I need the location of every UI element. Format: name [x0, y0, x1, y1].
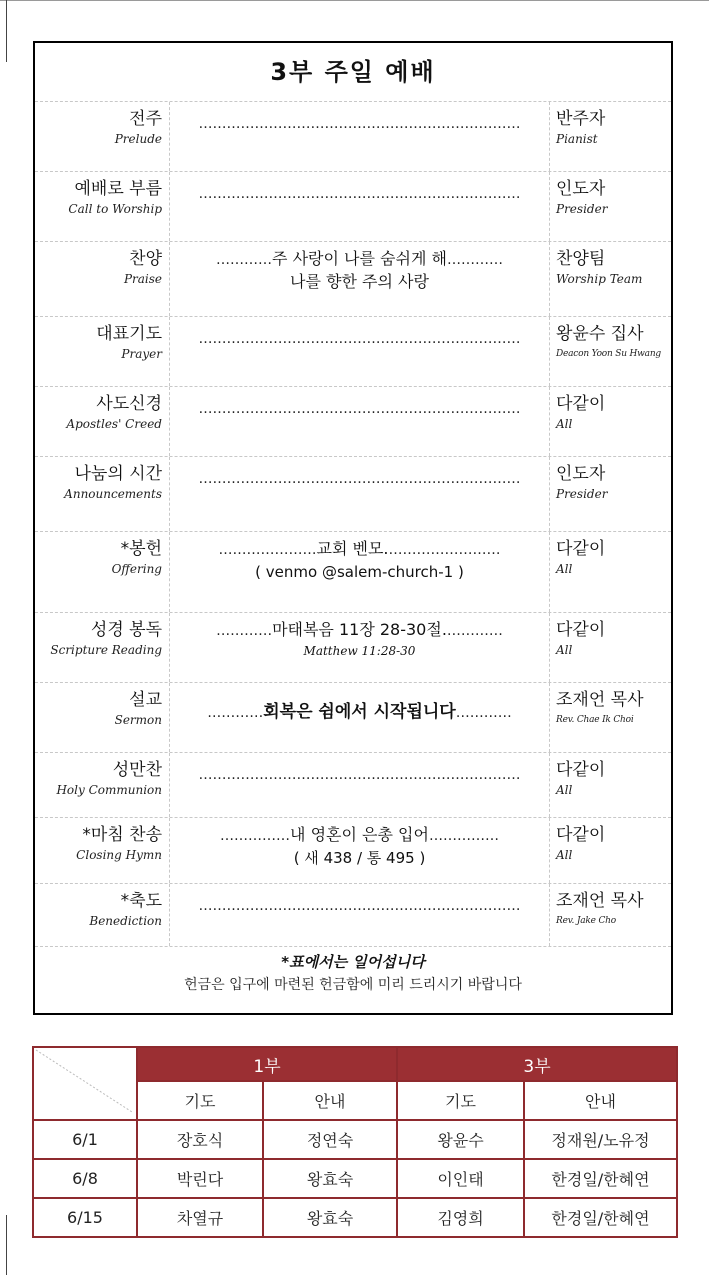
roster-column-header: 기도 — [397, 1081, 524, 1120]
order-row-closing-hymn — [35, 818, 671, 884]
leader-dots: …………………………………………………………… — [198, 767, 521, 783]
item-detail — [170, 317, 549, 350]
item-title-en: Offering — [111, 562, 162, 576]
page-edge-mark-bottom — [6, 1215, 7, 1275]
offering-method: 교회 벤모. — [316, 539, 389, 558]
item-title: *봉헌 — [120, 539, 162, 559]
leader-dots: …………………………………………………………… — [198, 116, 521, 132]
item-title: 대표기도 — [96, 324, 162, 344]
roster-row — [33, 1198, 677, 1237]
item-detail — [170, 172, 549, 205]
item-detail — [170, 387, 549, 420]
item-leader-cell — [549, 172, 671, 241]
roster-cell: 한경일/한혜연 — [524, 1159, 677, 1198]
item-label-cell — [35, 317, 170, 386]
item-title-en: Benediction — [89, 914, 162, 928]
item-leader-en: All — [556, 783, 573, 797]
item-leader: 다같이 — [556, 539, 606, 559]
item-detail — [170, 102, 549, 135]
roster-column-header: 안내 — [524, 1081, 677, 1120]
roster-cell: 박린다 — [137, 1159, 263, 1198]
roster-cell: 차열규 — [137, 1198, 263, 1237]
item-leader-en: Pianist — [556, 132, 598, 146]
order-row-offering — [35, 532, 671, 613]
item-leader-cell — [549, 532, 671, 612]
order-row-communion — [35, 753, 671, 818]
roster-cell: 정재원/노유정 — [524, 1120, 677, 1159]
item-leader: 다같이 — [556, 760, 606, 780]
item-label-cell — [35, 753, 170, 817]
roster-group-header: 3부 — [397, 1047, 677, 1081]
item-title: *마침 찬송 — [82, 825, 162, 845]
item-leader-cell — [549, 613, 671, 682]
item-leader-cell — [549, 387, 671, 456]
item-leader: 반주자 — [556, 109, 606, 129]
item-leader-en: Deacon Yoon Su Hwang — [556, 349, 661, 359]
item-label-cell — [35, 172, 170, 241]
item-detail: …………주 사랑이 나를 숨쉬게 해………… 나를 향한 주의 사랑 — [170, 242, 549, 293]
item-title-en: Apostles' Creed — [66, 417, 162, 431]
roster-cell: 정연숙 — [263, 1120, 397, 1159]
roster-cell: 왕효숙 — [263, 1198, 397, 1237]
item-label-cell — [35, 387, 170, 456]
item-label-cell — [35, 102, 170, 171]
item-leader-cell — [549, 102, 671, 171]
item-detail — [170, 884, 549, 917]
leader-dots: …………………………………………………………… — [198, 471, 521, 487]
page-top-edge — [0, 0, 709, 1]
roster-date: 6/8 — [33, 1159, 137, 1198]
item-leader-en: All — [556, 562, 573, 576]
roster-cell: 장호식 — [137, 1120, 263, 1159]
song-subtitle: 나를 향한 주의 사랑 — [290, 272, 429, 291]
item-leader-en: All — [556, 643, 573, 657]
item-leader: 조재언 목사 — [556, 690, 644, 710]
service-title: 3부 주일 예배 — [35, 43, 671, 102]
item-leader-cell — [549, 753, 671, 817]
item-leader-en: Rev. Chae Ik Choi — [556, 715, 634, 725]
item-title: 찬양 — [129, 249, 162, 269]
item-leader: 다같이 — [556, 825, 606, 845]
service-notes — [35, 947, 671, 997]
item-title: 성경 봉독 — [90, 620, 162, 640]
item-leader: 다같이 — [556, 394, 606, 414]
roster-row — [33, 1120, 677, 1159]
volunteer-roster-table — [32, 1046, 678, 1238]
roster-date: 6/1 — [33, 1120, 137, 1159]
item-title-en: Prayer — [121, 347, 162, 361]
item-detail: ……………내 영혼이 은총 입어…………… ( 새 438 / 통 495 ) — [170, 818, 549, 869]
roster-row — [33, 1159, 677, 1198]
venmo-handle: ( venmo @salem-church-1 ) — [255, 563, 464, 581]
item-leader-en: All — [556, 848, 573, 862]
item-leader: 인도자 — [556, 464, 606, 484]
item-title: 전주 — [129, 109, 162, 129]
item-label-cell — [35, 613, 170, 682]
standing-note: *표에서는 일어섭니다 — [281, 953, 425, 971]
leader-dots: …………………………………………………………… — [198, 401, 521, 417]
item-detail: …………회복은 쉼에서 시작됩니다………… — [207, 702, 512, 722]
item-title: *축도 — [120, 891, 162, 911]
leader-dots: …………………………………………………………… — [198, 186, 521, 202]
order-row-scripture — [35, 613, 671, 683]
item-label-cell — [35, 532, 170, 612]
order-row-prelude — [35, 102, 671, 172]
item-detail — [170, 753, 549, 786]
scripture-ref: 마태복음 11장 28-30절. — [272, 620, 447, 639]
roster-cell: 한경일/한혜연 — [524, 1198, 677, 1237]
song-title: 주 사랑이 나를 숨쉬게 해 — [272, 249, 447, 268]
roster-cell: 김영희 — [397, 1198, 524, 1237]
item-title-en: Sermon — [114, 713, 162, 727]
item-leader-cell — [549, 683, 671, 752]
item-leader-en: All — [556, 417, 573, 431]
item-title-en: Closing Hymn — [76, 848, 162, 862]
item-label-cell — [35, 242, 170, 316]
roster-cell: 왕효숙 — [263, 1159, 397, 1198]
item-leader-en: Presider — [556, 202, 608, 216]
offering-note: 헌금은 입구에 마련된 헌금함에 미리 드리시기 바랍니다 — [184, 977, 522, 993]
item-title-en: Call to Worship — [68, 202, 162, 216]
item-leader: 왕윤수 집사 — [556, 324, 644, 344]
item-leader-cell — [549, 818, 671, 883]
order-row-praise — [35, 242, 671, 317]
item-leader: 인도자 — [556, 179, 606, 199]
item-title: 성만찬 — [112, 760, 162, 780]
item-title: 나눔의 시간 — [74, 464, 162, 484]
roster-date: 6/15 — [33, 1198, 137, 1237]
item-leader-cell — [549, 242, 671, 316]
roster-column-header: 기도 — [137, 1081, 263, 1120]
item-label-cell — [35, 884, 170, 946]
item-label-cell — [35, 818, 170, 883]
order-row-sermon — [35, 683, 671, 753]
item-leader-cell — [549, 884, 671, 946]
item-detail: …………마태복음 11장 28-30절.………… Matthew 11:28-30 — [170, 613, 549, 660]
order-row-benediction — [35, 884, 671, 947]
item-leader: 조재언 목사 — [556, 891, 644, 911]
roster-group-header: 1부 — [137, 1047, 397, 1081]
item-title-en: Scripture Reading — [50, 643, 162, 657]
item-detail — [170, 457, 549, 490]
order-row-announcements — [35, 457, 671, 532]
item-leader-en: Presider — [556, 487, 608, 501]
item-leader: 다같이 — [556, 620, 606, 640]
item-leader-en: Rev. Jake Cho — [556, 916, 616, 926]
item-leader: 찬양팀 — [556, 249, 606, 269]
item-leader-en: Worship Team — [556, 272, 643, 286]
item-label-cell — [35, 457, 170, 531]
roster-cell: 이인태 — [397, 1159, 524, 1198]
scripture-ref-en: Matthew 11:28-30 — [303, 644, 416, 658]
hymn-title: 내 영혼이 은총 입어 — [290, 825, 429, 844]
item-title-en: Holy Communion — [56, 783, 162, 797]
page-edge-mark-top — [6, 0, 7, 62]
roster-column-header: 안내 — [263, 1081, 397, 1120]
service-order-box — [33, 41, 673, 1015]
order-row-apostles-creed — [35, 387, 671, 457]
roster-corner-cell — [33, 1047, 137, 1120]
order-row-call-to-worship — [35, 172, 671, 242]
sermon-title: 회복은 쉼에서 시작됩니다 — [263, 702, 456, 722]
item-title: 예배로 부름 — [74, 179, 162, 199]
order-row-prayer — [35, 317, 671, 387]
item-leader-cell — [549, 457, 671, 531]
item-title-en: Praise — [123, 272, 162, 286]
item-title-en: Prelude — [114, 132, 162, 146]
item-title: 사도신경 — [96, 394, 162, 414]
item-leader-cell — [549, 317, 671, 386]
item-detail: …………………교회 벤모.…………………… ( venmo @salem-church-1 ) — [170, 532, 549, 583]
leader-dots: …………………………………………………………… — [198, 331, 521, 347]
item-title-en: Announcements — [64, 487, 162, 501]
leader-dots: …………………………………………………………… — [198, 898, 521, 914]
item-title: 설교 — [129, 690, 162, 710]
item-label-cell — [35, 683, 170, 752]
diagonal-divider — [34, 1048, 134, 1114]
hymn-number: ( 새 438 / 통 495 ) — [293, 849, 426, 867]
roster-cell: 왕윤수 — [397, 1120, 524, 1159]
